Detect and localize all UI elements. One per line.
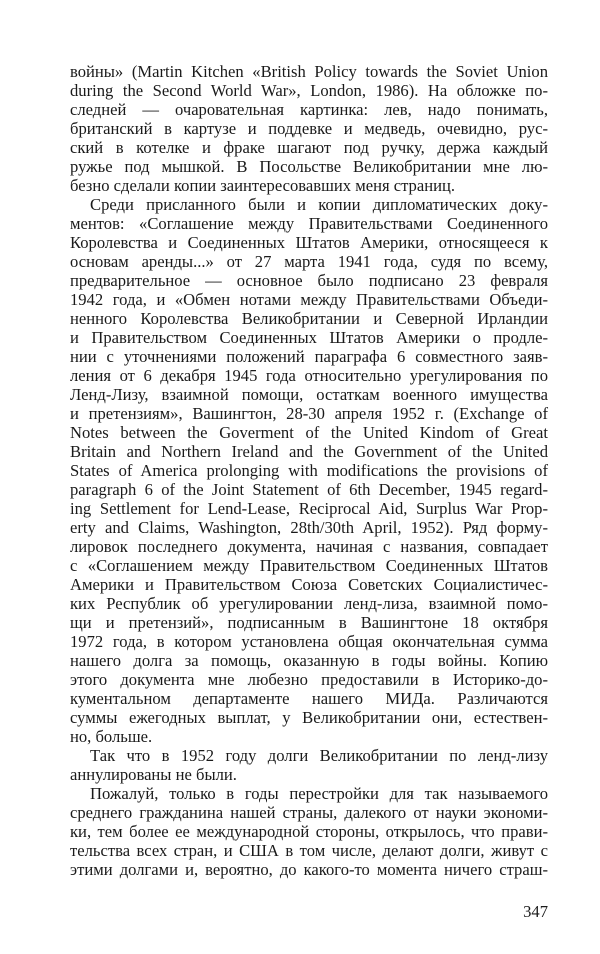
text-line: этими долгами и, вероятно, до какого-то момента ничего страш- — [70, 860, 548, 879]
text-line: Notes between the Goverment of the United Kindom of Great — [70, 423, 548, 442]
text-line: Пожалуй, только в годы перестройки для так называемого — [90, 784, 548, 803]
text-line: следней — очаровательная картинка: лев, надо понимать, — [70, 100, 548, 119]
paragraph — [70, 784, 548, 879]
text-line: ing Settlement for Lend-Lease, Reciprocal Aid, Surplus War Prop- — [70, 499, 548, 518]
text-line: суммы ежегодных выплат, у Великобритании они, естествен- — [70, 708, 548, 727]
text-line: нии с уточнениями положений параграфа 6 совместного заяв- — [70, 347, 548, 366]
text-line: Среди присланного были и копии дипломатических доку- — [90, 195, 548, 214]
text-line: лировок последнего документа, начиная с названия, совпадает — [70, 537, 548, 556]
text-line: и претензиям», Вашингтон, 28-30 апреля 1952 г. (Exchange of — [70, 404, 548, 423]
text-line: среднего гражданина нашей страны, далекого от науки экономи- — [70, 803, 548, 822]
text-line: тельства всех стран, и США в том числе, делают долги, живут с — [70, 841, 548, 860]
text-line: ментов: «Соглашение между Правительствами Соединенного — [70, 214, 548, 233]
text-line: аннулированы не были. — [70, 765, 237, 784]
text-line: войны» (Martin Kitchen «British Policy towards the Soviet Union — [70, 62, 548, 81]
text-line: during the Second World War», London, 1986). На обложке по- — [70, 81, 548, 100]
text-line: британский в картузе и поддевке и медведь, очевидно, рус- — [70, 119, 548, 138]
text-line: ненного Королевства Великобритании и Северной Ирландии — [70, 309, 548, 328]
text-line: paragraph 6 of the Joint Statement of 6th December, 1945 regard- — [70, 480, 548, 499]
page-number: 347 — [523, 902, 548, 921]
text-line: States of America prolonging with modifications the provisions of — [70, 461, 548, 480]
text-line: 1942 года, и «Обмен нотами между Правительствами Объеди- — [70, 290, 548, 309]
text-line: щи и претензий», подписанным в Вашингтоне 18 октября — [70, 613, 548, 632]
text-line: Ленд-Лизу, взаимной помощи, остаткам военного имущества — [70, 385, 548, 404]
text-line: Britain and Northern Ireland and the Government of the United — [70, 442, 548, 461]
text-line: и Правительством Соединенных Штатов Америки о продле- — [70, 328, 548, 347]
text-line: Америки и Правительством Союза Советских Социалистичес- — [70, 575, 548, 594]
text-line: ки, тем более ее международной стороны, открылось, что прави- — [70, 822, 548, 841]
paragraph — [70, 746, 548, 784]
paragraph — [70, 62, 548, 195]
text-line: основам аренды...» от 27 марта 1941 года, судя по всему, — [70, 252, 548, 271]
text-line: ружье под мышкой. В Посольстве Великобритании мне лю- — [70, 157, 548, 176]
text-line: но, больше. — [70, 727, 153, 746]
text-line: 1972 года, в котором установлена общая окончательная сумма — [70, 632, 548, 651]
paragraph — [70, 195, 548, 746]
text-line: erty and Claims, Washington, 28th/30th April, 1952). Ряд форму- — [70, 518, 548, 537]
text-line: предварительное — основное было подписано 23 февраля — [70, 271, 548, 290]
text-line: ления от 6 декабря 1945 года относительно урегулирования по — [70, 366, 548, 385]
text-line: нашего долга за помощь, оказанную в годы войны. Копию — [70, 651, 548, 670]
text-line: безно сделали копии заинтересовавших меня страниц. — [70, 176, 456, 195]
text-line: ких Республик об урегулировании ленд-лиза, взаимной помо- — [70, 594, 548, 613]
text-line: ский в котелке и фраке шагают под ручку, держа каждый — [70, 138, 548, 157]
text-line: этого документа мне любезно предоставили в Историко-до- — [70, 670, 548, 689]
text-line: Королевства и Соединенных Штатов Америки, относящееся к — [70, 233, 548, 252]
page-body-text — [70, 62, 548, 879]
text-line: кументальном департаменте нашего МИДа. Различаются — [70, 689, 548, 708]
text-line: с «Соглашением между Правительством Соединенных Штатов — [70, 556, 548, 575]
text-line: Так что в 1952 году долги Великобритании по ленд-лизу — [90, 746, 548, 765]
